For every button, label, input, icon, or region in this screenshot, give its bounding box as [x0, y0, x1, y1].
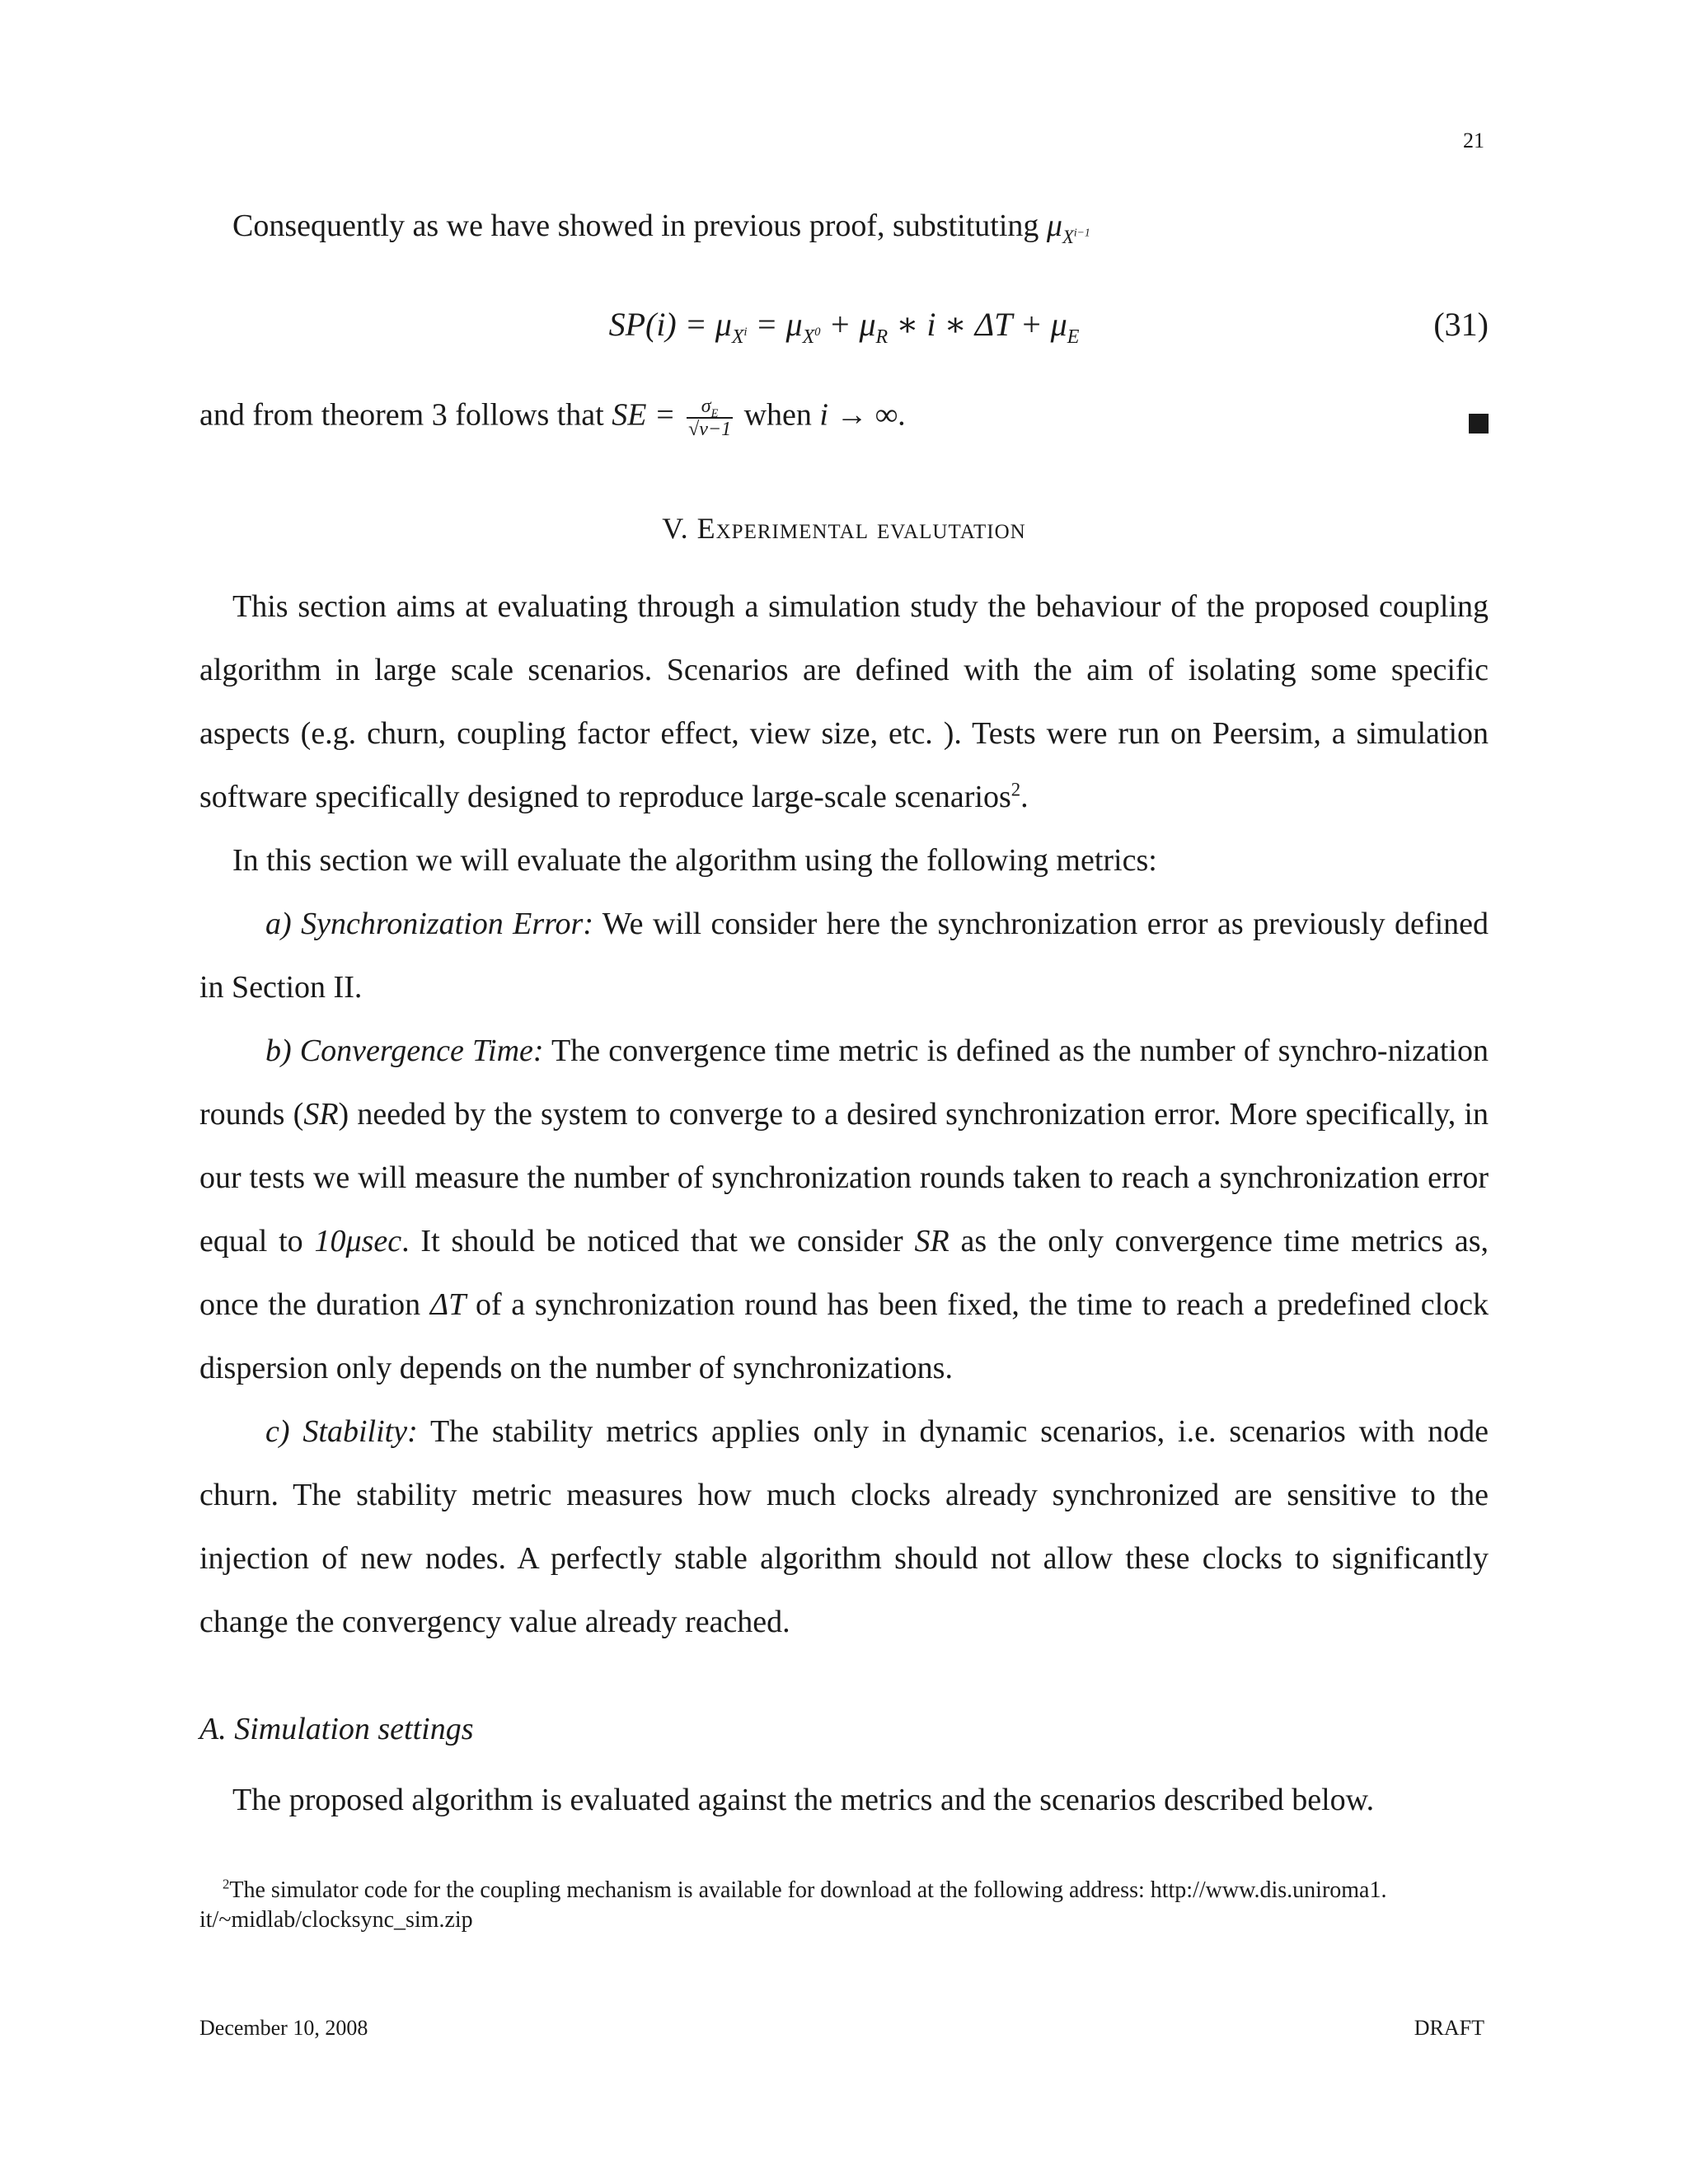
metric-c-label: c) Stability:	[265, 1414, 418, 1449]
footer-date: December 10, 2008	[199, 2016, 368, 2040]
paragraph-1: This section aims at evaluating through a simulation study the behaviour of the proposed coupling algorithm in large scale scenarios. Scenarios are defined with the aim of isolating some specific aspects (e.g. churn, coupling factor effect, view size, etc. ). Tests were run on Peersim, a simulation software specifically designed to reproduce large-scale scenarios$^2$.	[199, 589, 1489, 814]
limit-math: i → ∞	[819, 397, 898, 433]
qed-square-icon	[1469, 414, 1489, 434]
theorem-text: and from theorem 3 follows that	[199, 397, 612, 433]
section-body	[199, 575, 1489, 1654]
se-fraction: $\frac{\sigma_E}{√v-1}$	[688, 396, 732, 440]
metric-b-label: b) Convergence Time:	[265, 1033, 544, 1068]
intro-paragraph	[199, 194, 1489, 258]
equation-31	[199, 298, 1489, 364]
footnote-text: The simulator code for the coupling mechanism is available for download at the following address: http://www.dis.uniroma1. it/~midlab/clocksync_sim.zip	[199, 1877, 1387, 1933]
footnote-ref: 2	[1010, 779, 1021, 800]
subsection-heading: A. Simulation settings	[199, 1712, 474, 1746]
equation-content: $SP(i) = \mu_{X^i} = \mu_{X^0} + \mu_R$ ∗ i ∗ $\Delta T + \mu_E$	[608, 306, 1080, 348]
metric-a-label: a) Synchronization Error:	[265, 907, 593, 941]
theorem-line: and from theorem 3 follows that SE = $\frac{\sigma_E}{√v-1}$ when i → ∞.	[199, 396, 1489, 462]
se-math: SE =	[612, 397, 684, 433]
footnote-mark: 2	[223, 1876, 230, 1892]
paragraph-2: In this section we will evaluate the algorithm using the following metrics:	[232, 843, 1157, 878]
intro-text: Consequently as we have showed in previous proof, substituting	[232, 209, 1047, 243]
page-number: 21	[1463, 129, 1484, 152]
subsection-paragraph: The proposed algorithm is evaluated against the metrics and the scenarios described below.	[232, 1783, 1375, 1817]
metric-a: a) Synchronization Error: We will consider here the synchronization error as previously defined in Section II.	[199, 907, 1489, 1005]
equation-number: (31)	[1433, 306, 1489, 343]
metric-c: c) Stability: The stability metrics applies only in dynamic scenarios, i.e. scenarios with node churn. The stability metric measures how much clocks already synchronized are sensitive to the injection of new nodes. A perfectly stable algorithm should not allow these clocks to significantly change the convergency value already reached.	[199, 1414, 1489, 1639]
section-heading: V. Experimental evalutation	[662, 512, 1026, 545]
metric-b: b) Convergence Time: The convergence time metric is defined as the number of synchro-nization rounds (SR) needed by the system to converge to a desired synchronization error. More specifically, in our tests we will measure the number of synchronization rounds taken to reach a synchronization error equal to 10μsec. It should be noticed that we consider SR as the only convergence time metrics as, once the duration ΔT of a synchronization round has been fixed, the time to reach a predefined clock dispersion only depends on the number of synchronizations.	[199, 1033, 1489, 1385]
footer-status: DRAFT	[1414, 2016, 1484, 2040]
intro-math: $\mu_{X^{i-1}}$	[1046, 209, 1090, 247]
footnote	[199, 1876, 1489, 1935]
subsection-body	[199, 1769, 1489, 1832]
